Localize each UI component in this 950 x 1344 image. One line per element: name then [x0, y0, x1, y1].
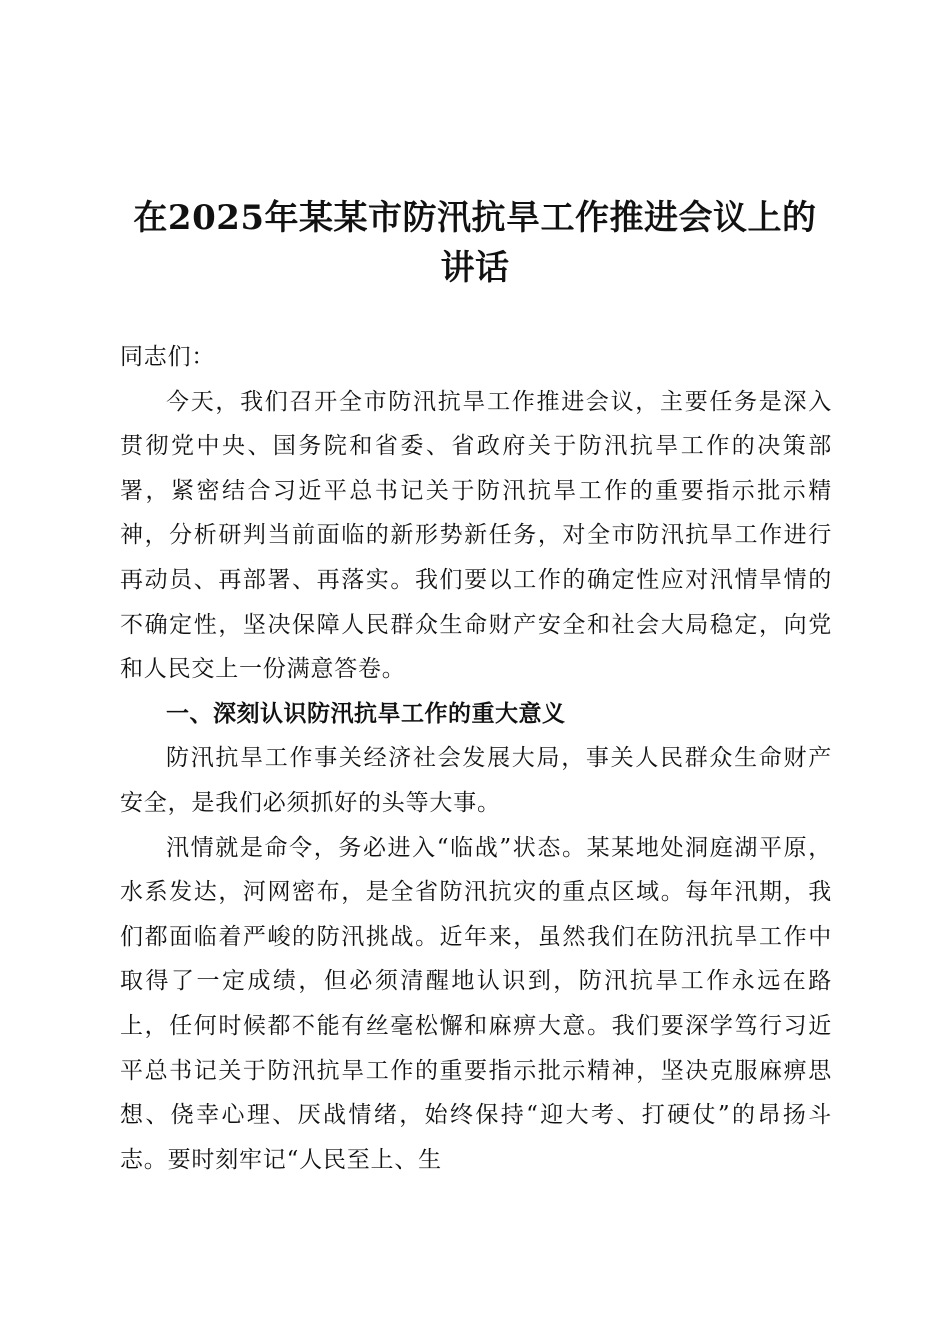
document-title-line-2: 讲话 [440, 248, 510, 288]
section-heading: 一、深刻认识防汛抗旱工作的重大意义 [166, 700, 566, 727]
paragraph-intro: 今天，我们召开全市防汛抗旱工作推进会议，主要任务是深入贯彻党中央、国务院和省委、省政府关于防汛抗旱工作的决策部署，紧密结合习近平总书记关于防汛抗旱工作的重要指示批示精神，分析研判当前面临的新形势新任务，对全市防汛抗旱工作进行再动员、再部署、再落实。我们要以工作的确定性应对汛情旱情的不确定性，坚决保障人民群众生命财产安全和社会大局稳定，向党和人民交上一份满意答卷。 [120, 388, 832, 683]
paragraph: 汛情就是命令，务必进入“临战”状态。某某地处洞庭湖平原，水系发达，河网密布，是全省防汛抗灾的重点区域。每年汛期，我们都面临着严峻的防汛挑战。近年来，虽然我们在防汛抗旱工作中取得了一定成绩，但必须清醒地认识到，防汛抗旱工作永远在路上，任何时候都不能有丝毫松懈和麻痹大意。我们要深学笃行习近平总书记关于防汛抗旱工作的重要指示批示精神，坚决克服麻痹思想、侥幸心理、厌战情绪，始终保持“迎大考、打硬仗”的昂扬斗志。要时刻牢记“人民至上、生 [120, 834, 832, 1173]
paragraph: 防汛抗旱工作事关经济社会发展大局，事关人民群众生命财产安全，是我们必须抓好的头等大事。 [120, 745, 832, 816]
salutation: 同志们： [120, 344, 216, 370]
document-body [120, 335, 832, 1182]
document-title-line-1: 在2025年某某市防汛抗旱工作推进会议上的 [133, 198, 817, 238]
